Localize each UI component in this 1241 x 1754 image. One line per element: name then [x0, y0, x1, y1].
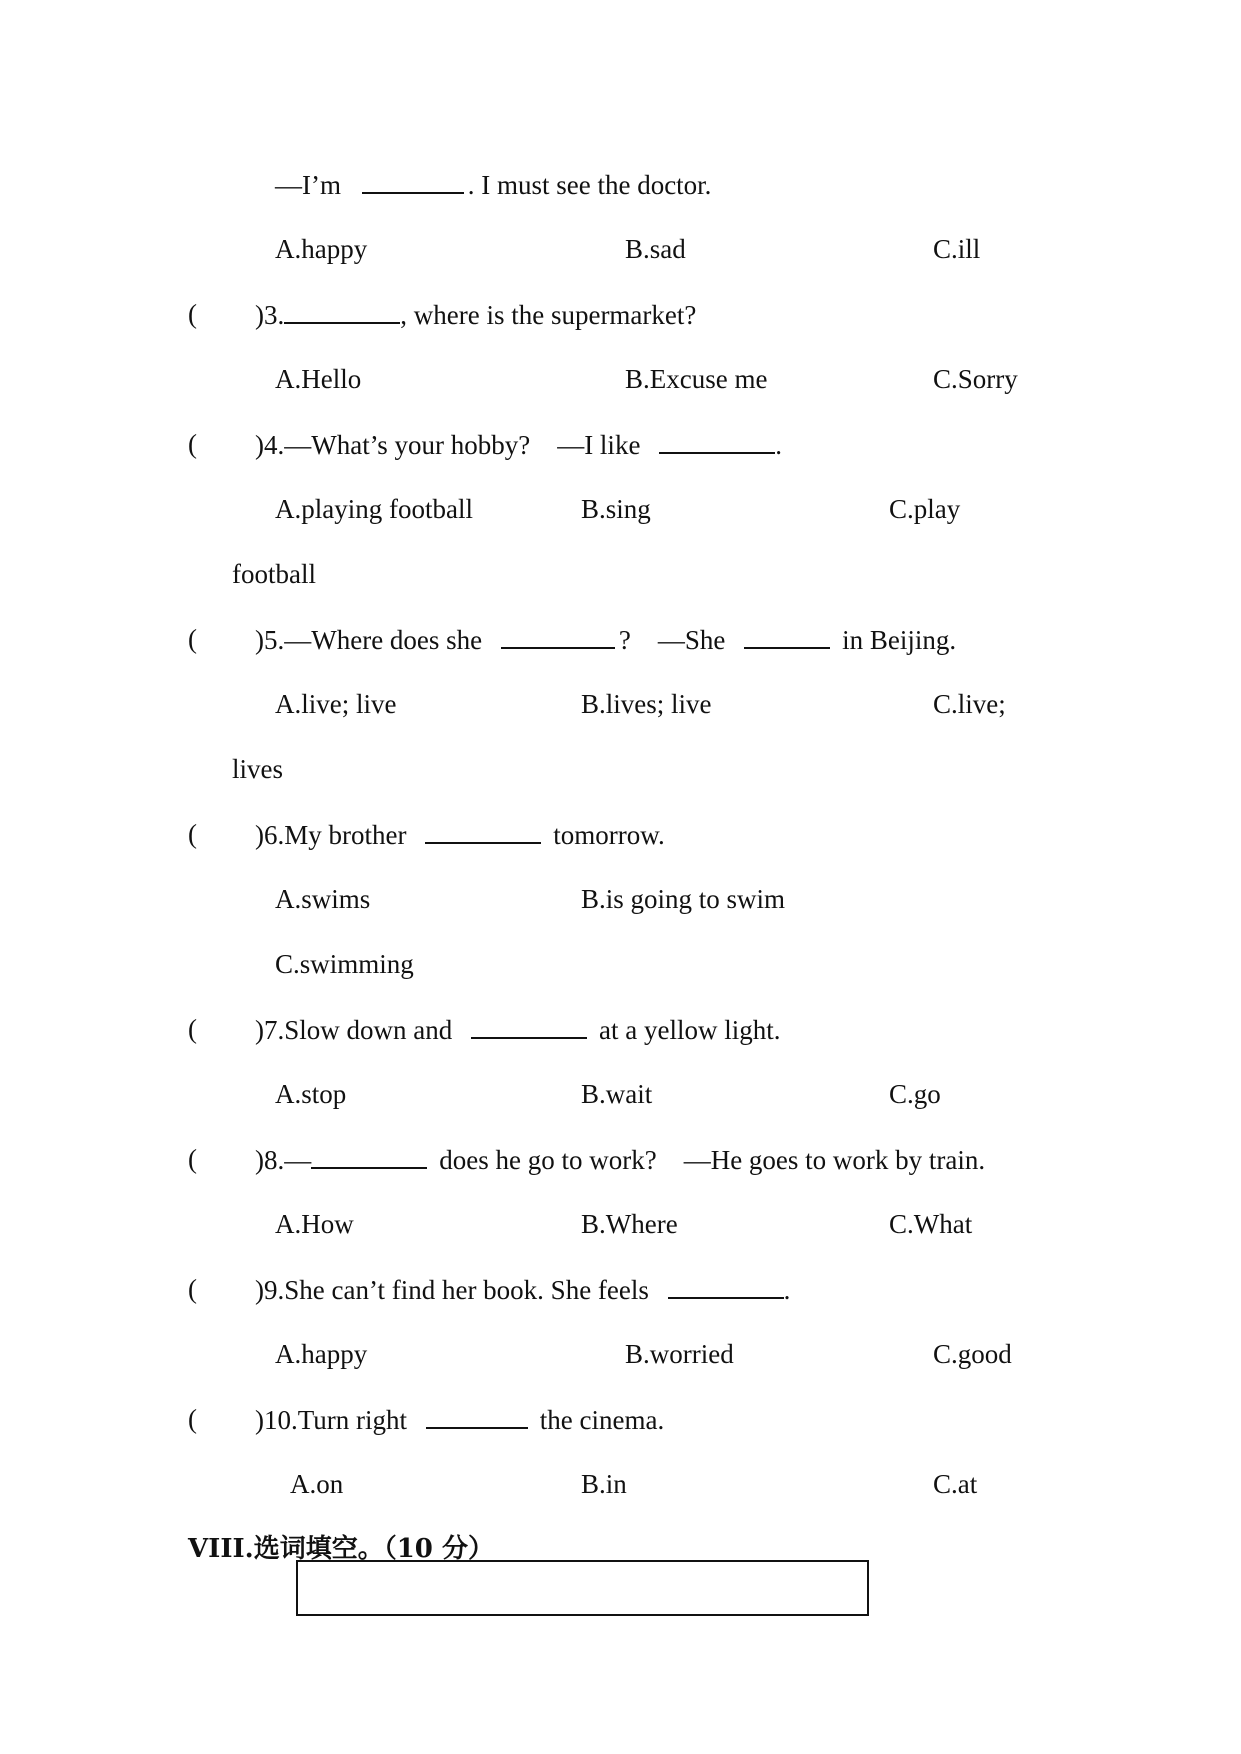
option-a: A.happy [275, 234, 368, 264]
stem-text: )10.Turn right [255, 1405, 408, 1435]
option-c: C.What [889, 1209, 973, 1239]
option-b: B.sing [581, 494, 651, 524]
question-8-stem [255, 1143, 985, 1176]
option-b: B.lives; live [581, 689, 712, 719]
stem-text: . [775, 430, 782, 460]
stem-text: )3. [255, 300, 285, 330]
option-c: C.at [933, 1469, 978, 1499]
question-7-stem [255, 1013, 780, 1046]
answer-paren[interactable]: ( [188, 1144, 197, 1174]
option-b: B.Excuse me [625, 364, 768, 394]
option-c: C.go [889, 1079, 941, 1109]
word-bank-box [296, 1560, 869, 1616]
answer-paren[interactable]: ( [188, 1274, 197, 1304]
question-2-stem [275, 168, 711, 201]
stem-text: )6.My brother [255, 820, 407, 850]
stem-text: at a yellow light. [599, 1015, 781, 1045]
option-c: C.ill [933, 234, 981, 264]
option-a: A.on [290, 1469, 344, 1499]
option-c-continued: lives [232, 754, 283, 784]
stem-text: )7.Slow down and [255, 1015, 453, 1045]
answer-blank[interactable] [425, 818, 541, 844]
stem-text: , where is the supermarket? [400, 300, 697, 330]
stem-text: ? —She [618, 625, 726, 655]
question-6-stem [255, 818, 665, 851]
answer-blank[interactable] [311, 1143, 427, 1169]
answer-paren[interactable]: ( [188, 1014, 197, 1044]
option-c: C.swimming [275, 949, 414, 979]
option-b: B.wait [581, 1079, 653, 1109]
option-a: A.playing football [275, 494, 473, 524]
option-b: B.is going to swim [581, 884, 786, 914]
option-a: A.stop [275, 1079, 347, 1109]
question-3-stem [255, 298, 696, 331]
answer-paren[interactable]: ( [188, 819, 197, 849]
option-a: A.swims [275, 884, 371, 914]
option-c: C.play [889, 494, 961, 524]
option-a: A.How [275, 1209, 354, 1239]
option-c: C.Sorry [933, 364, 1018, 394]
answer-blank[interactable] [659, 428, 775, 454]
question-4-stem [255, 428, 782, 461]
answer-paren[interactable]: ( [188, 429, 197, 459]
stem-text: )9.She can’t find her book. She feels [255, 1275, 649, 1305]
option-a: A.live; live [275, 689, 397, 719]
answer-paren[interactable]: ( [188, 624, 197, 654]
option-b: B.in [581, 1469, 627, 1499]
answer-blank[interactable] [471, 1013, 587, 1039]
option-a: A.happy [275, 1339, 368, 1369]
option-b: B.Where [581, 1209, 678, 1239]
stem-text: . I must see the doctor. [467, 170, 712, 200]
stem-text: —I’m [275, 170, 341, 200]
option-b: B.worried [625, 1339, 734, 1369]
stem-text: )4.—What’s your hobby? —I like [255, 430, 641, 460]
option-c: C.live; [933, 689, 1006, 719]
stem-text: the cinema. [539, 1405, 665, 1435]
answer-blank[interactable] [668, 1273, 784, 1299]
stem-text: does he go to work? —He goes to work by train. [439, 1145, 986, 1175]
option-c: C.good [933, 1339, 1012, 1369]
answer-paren[interactable]: ( [188, 299, 197, 329]
question-9-stem [255, 1273, 790, 1306]
stem-text: tomorrow. [553, 820, 665, 850]
answer-blank[interactable] [501, 623, 615, 649]
answer-blank[interactable] [744, 623, 830, 649]
stem-text: )8.— [255, 1145, 312, 1175]
section-heading: VIII.选词填空。（10 分） [188, 1534, 494, 1564]
stem-text: in Beijing. [842, 625, 957, 655]
question-5-stem [255, 623, 956, 656]
answer-blank[interactable] [426, 1403, 528, 1429]
answer-blank[interactable] [284, 298, 400, 324]
answer-paren[interactable]: ( [188, 1404, 197, 1434]
option-c-continued: football [232, 559, 316, 589]
option-b: B.sad [625, 234, 686, 264]
question-10-stem [255, 1403, 664, 1436]
option-a: A.Hello [275, 364, 362, 394]
answer-blank[interactable] [362, 168, 464, 194]
stem-text: )5.—Where does she [255, 625, 483, 655]
stem-text: . [783, 1275, 791, 1305]
